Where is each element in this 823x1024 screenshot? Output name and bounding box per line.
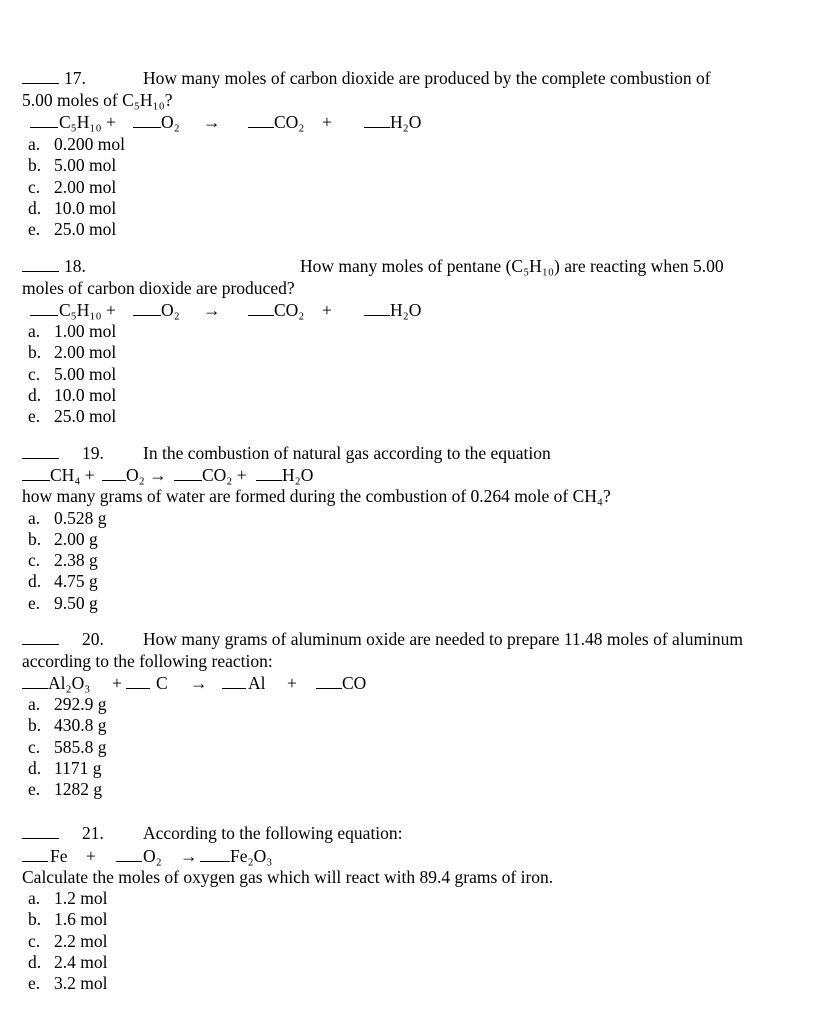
equation-product: H₂O [282,465,314,485]
equation-plus: + [112,673,122,693]
coefficient-blank[interactable] [316,673,342,689]
equation-reactant: CH₄ + [50,465,95,485]
equation-product: Fe₂O₃ [230,846,273,866]
option-d[interactable]: d. 10.0 mol [28,385,117,405]
question-number: 21. [82,823,104,843]
coefficient-blank[interactable] [22,846,48,862]
equation-reactant: Fe [50,846,68,866]
option-d[interactable]: d. 1171 g [28,758,102,778]
coefficient-blank[interactable] [116,846,142,862]
option-a[interactable]: a. 1.2 mol [28,888,108,908]
answer-blank[interactable] [22,823,59,839]
question-number: 20. [82,629,104,649]
question-prompt-cont: moles of carbon dioxide are produced? [22,278,295,298]
question-prompt: According to the following equation: [143,823,403,843]
reaction-arrow: → [190,673,208,693]
question-number: 19. [82,443,104,463]
coefficient-blank[interactable] [174,465,202,481]
option-b[interactable]: b. 2.00 mol [28,342,117,362]
coefficient-blank[interactable] [30,300,58,316]
option-a[interactable]: a. 292.9 g [28,694,107,714]
coefficient-blank[interactable] [364,300,390,316]
equation-reactant: O₂ [161,300,180,320]
option-a[interactable]: a. 0.200 mol [28,134,125,154]
coefficient-blank[interactable] [133,300,161,316]
question-prompt: How many moles of carbon dioxide are produced by the complete combustion of [143,68,711,88]
option-b[interactable]: b. 5.00 mol [28,155,117,175]
coefficient-blank[interactable] [222,673,246,689]
equation-product: H₂O [390,112,422,132]
coefficient-blank[interactable] [102,465,126,481]
equation-product: Al [248,673,266,693]
coefficient-blank[interactable] [364,112,390,128]
coefficient-blank[interactable] [22,465,50,481]
option-e[interactable]: e. 25.0 mol [28,219,117,239]
equation-reactant: O₂ [161,112,180,132]
equation-reactant: Al₂O₃ [48,673,91,693]
answer-blank[interactable] [22,256,59,272]
equation-reactant: O₂ → [126,465,167,485]
option-a[interactable]: a. 0.528 g [28,508,107,528]
option-c[interactable]: c. 2.2 mol [28,931,108,951]
option-b[interactable]: b. 1.6 mol [28,909,108,929]
question-prompt: How many moles of pentane (C₅H₁₀) are reacting when 5.00 [300,256,724,276]
equation-product: H₂O [390,300,422,320]
equation-reactant: C₅H₁₀ + [59,112,116,132]
reaction-arrow: → [203,112,221,132]
coefficient-blank[interactable] [22,673,48,689]
answer-blank[interactable] [22,443,59,459]
option-b[interactable]: b. 2.00 g [28,529,98,549]
question-prompt-cont: according to the following reaction: [22,651,273,671]
question-prompt-cont: how many grams of water are formed during the combustion of 0.264 mole of CH₄? [22,486,611,506]
option-c[interactable]: c. 5.00 mol [28,364,117,384]
question-prompt: How many grams of aluminum oxide are needed to prepare 11.48 moles of aluminum [143,629,744,649]
option-c[interactable]: c. 2.38 g [28,550,98,570]
equation-product: CO₂ + [202,465,247,485]
option-e[interactable]: e. 9.50 g [28,593,98,613]
option-e[interactable]: e. 1282 g [28,779,103,799]
equation-reactant: O₂ [143,846,162,866]
coefficient-blank[interactable] [256,465,282,481]
equation-plus: + [322,112,332,132]
coefficient-blank[interactable] [30,112,58,128]
reaction-arrow: → [203,300,221,320]
equation-product: CO₂ [274,300,305,320]
option-e[interactable]: e. 3.2 mol [28,973,108,993]
equation-plus: + [322,300,332,320]
option-c[interactable]: c. 585.8 g [28,737,107,757]
equation-plus: + [287,673,297,693]
answer-blank[interactable] [22,68,59,84]
equation-reactant: C₅H₁₀ + [59,300,116,320]
question-number: 17. [64,68,86,88]
coefficient-blank[interactable] [126,673,150,689]
option-e[interactable]: e. 25.0 mol [28,406,117,426]
question-prompt-cont: 5.00 moles of C₅H₁₀? [22,90,173,110]
coefficient-blank[interactable] [200,846,230,862]
question-number: 18. [64,256,86,276]
option-a[interactable]: a. 1.00 mol [28,321,117,341]
question-prompt: In the combustion of natural gas according to the equation [143,443,551,463]
option-d[interactable]: d. 10.0 mol [28,198,117,218]
equation-product: CO₂ [274,112,305,132]
answer-blank[interactable] [22,629,59,645]
option-b[interactable]: b. 430.8 g [28,715,107,735]
equation-plus: + [86,846,96,866]
equation-reactant: C [156,673,168,693]
coefficient-blank[interactable] [133,112,161,128]
option-d[interactable]: d. 4.75 g [28,571,98,591]
coefficient-blank[interactable] [248,300,274,316]
question-prompt-cont: Calculate the moles of oxygen gas which will react with 89.4 grams of iron. [22,867,554,887]
option-d[interactable]: d. 2.4 mol [28,952,108,972]
equation-product: CO [342,673,367,693]
reaction-arrow: → [180,846,198,866]
coefficient-blank[interactable] [248,112,274,128]
option-c[interactable]: c. 2.00 mol [28,177,117,197]
